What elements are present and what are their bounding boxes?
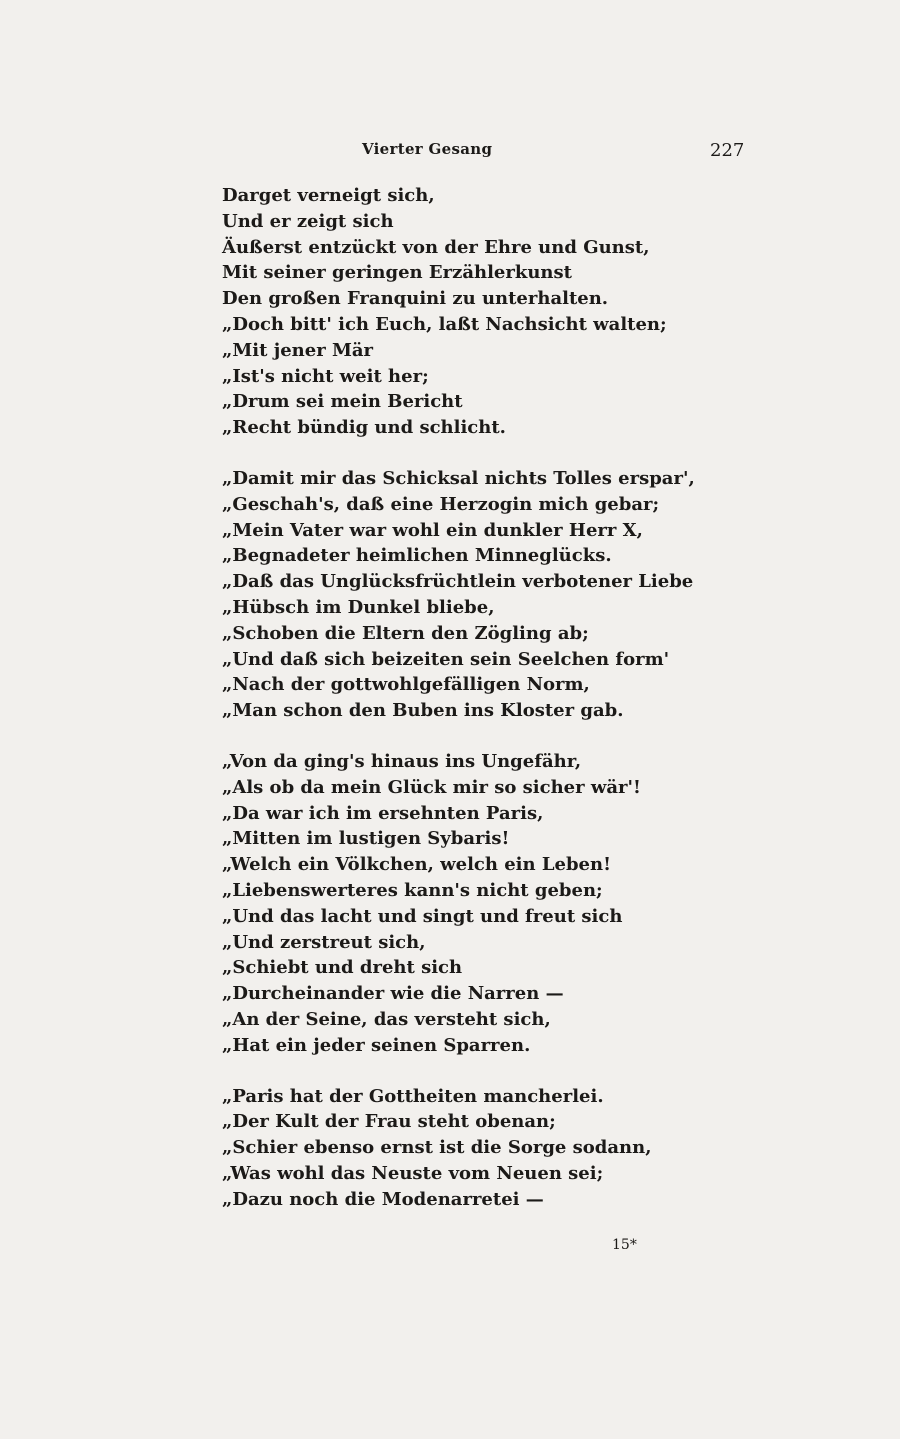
verse-line: Und er zeigt sich (222, 210, 394, 232)
verse-line: „Von da ging's hinaus ins Ungefähr, (222, 750, 582, 772)
verse-line: „Geschah's, daß eine Herzogin mich gebar; (222, 493, 660, 515)
verse-line: „Drum sei mein Bericht (222, 391, 463, 413)
verse-line: „Recht bündig und schlicht. (222, 417, 506, 439)
stanza-break (222, 1059, 782, 1084)
verse-line: „Dazu noch die Modenarretei — (222, 1188, 544, 1210)
verse-line: „Was wohl das Neuste vom Neuen sei; (222, 1162, 604, 1184)
verse-line: „Der Kult der Frau steht obenan; (222, 1111, 556, 1133)
stanza (222, 749, 782, 1059)
verse-line: „Schier ebenso ernst ist die Sorge sodann, (222, 1137, 652, 1159)
verse-line: „Liebenswerteres kann's nicht geben; (222, 879, 603, 901)
verse-line: „Welch ein Völkchen, welch ein Leben! (222, 854, 611, 876)
verse-line: „Durcheinander wie die Narren — (222, 983, 564, 1005)
page-number: 227 (710, 140, 745, 161)
verse-line: „Paris hat der Gottheiten mancherlei. (222, 1085, 604, 1107)
verse-line: „Doch bitt' ich Euch, laßt Nachsicht walten; (222, 313, 667, 335)
stanza (222, 183, 782, 441)
stanza (222, 1084, 782, 1213)
verse-line: „Nach der gottwohlgefälligen Norm, (222, 674, 590, 696)
verse-line: „Als ob da mein Glück mir so sicher wär'! (222, 776, 641, 798)
stanza (222, 466, 782, 724)
verse-line: Darget verneigt sich, (222, 185, 435, 206)
verse-line: „Hübsch im Dunkel bliebe, (222, 596, 495, 618)
verse-line: „An der Seine, das versteht sich, (222, 1008, 551, 1030)
verse-line: „Mitten im lustigen Sybaris! (222, 828, 510, 850)
verse-line: „Da war ich im ersehnten Paris, (222, 802, 544, 824)
stanza-break (222, 441, 782, 466)
stanza-break (222, 724, 782, 749)
poem-text (222, 183, 782, 1212)
verse-line: „Und zerstreut sich, (222, 931, 426, 953)
verse-line: „Mein Vater war wohl ein dunkler Herr X, (222, 519, 643, 541)
verse-line: „Schiebt und dreht sich (222, 957, 463, 979)
verse-line: „Schoben die Eltern den Zögling ab; (222, 622, 589, 644)
verse-line: „Damit mir das Schicksal nichts Tolles erspar', (222, 467, 695, 489)
verse-line: Den großen Franquini zu unterhalten. (222, 288, 609, 310)
running-head: Vierter Gesang (362, 140, 493, 158)
verse-line: „Begnadeter heimlichen Minneglücks. (222, 545, 612, 567)
verse-line: „Und das lacht und singt und freut sich (222, 905, 623, 927)
verse-line: „Hat ein jeder seinen Sparren. (222, 1034, 531, 1056)
verse-line: „Man schon den Buben ins Kloster gab. (222, 700, 624, 722)
verse-line: „Mit jener Mär (222, 339, 374, 361)
verse-line: Mit seiner geringen Erzählerkunst (222, 262, 572, 284)
signature-mark: 15* (612, 1237, 637, 1253)
verse-line: Äußerst entzückt von der Ehre und Gunst, (222, 236, 650, 258)
verse-line: „Ist's nicht weit her; (222, 365, 429, 387)
verse-line: „Und daß sich beizeiten sein Seelchen form' (222, 648, 670, 670)
verse-line: „Daß das Unglücksfrüchtlein verbotener Liebe (222, 571, 694, 593)
